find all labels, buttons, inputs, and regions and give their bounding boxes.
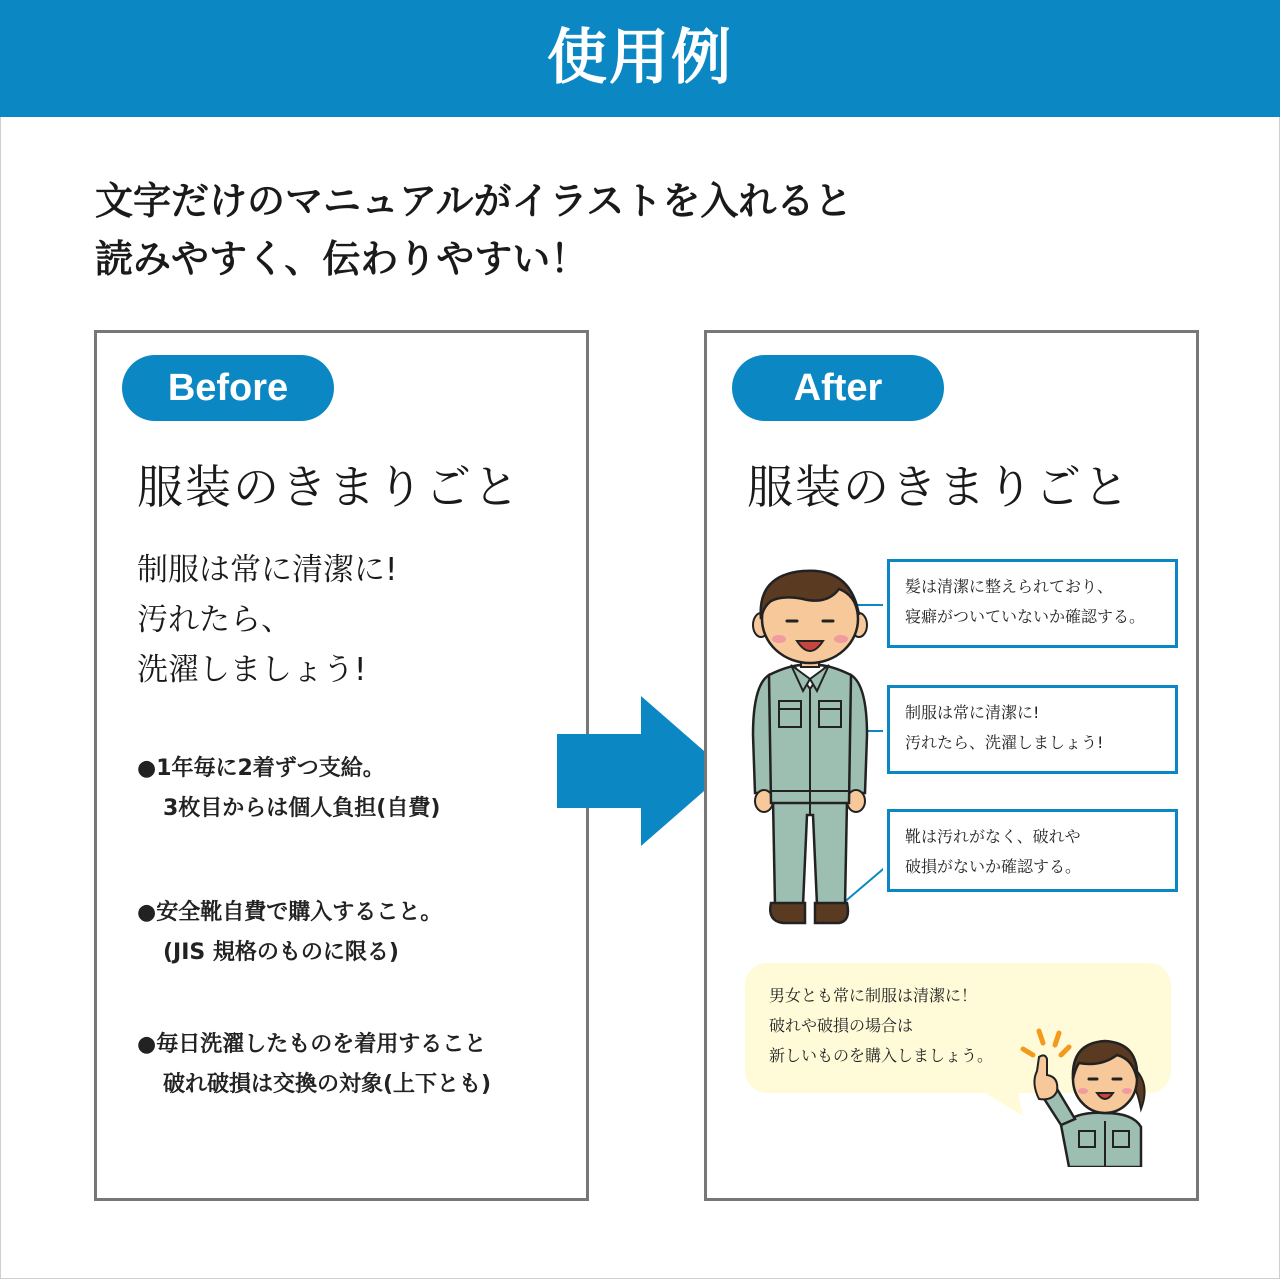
callout-line: 汚れたら、洗濯しましょう! bbox=[905, 733, 1104, 752]
before-lead-line: 汚れたら、 bbox=[137, 602, 292, 638]
rule-line: ●毎日洗濯したものを着用すること bbox=[137, 1032, 487, 1057]
header-banner bbox=[0, 0, 1280, 117]
arrow-right-icon bbox=[557, 696, 727, 846]
rule-line: 破れ破損は交換の対象(上下とも) bbox=[163, 1072, 492, 1097]
callout-line: 髪は清潔に整えられており、 bbox=[905, 577, 1114, 596]
intro-text bbox=[95, 172, 852, 288]
after-title: 服装のきまりごと bbox=[747, 460, 1131, 514]
after-panel bbox=[704, 330, 1199, 1201]
before-lead-line: 洗濯しましょう! bbox=[137, 652, 367, 688]
rule-line: ●安全靴自費で購入すること。 bbox=[137, 900, 443, 925]
bubble-text bbox=[769, 981, 993, 1071]
male-worker-illustration bbox=[743, 565, 883, 933]
callout-uniform bbox=[887, 685, 1178, 774]
before-title: 服装のきまりごと bbox=[137, 460, 521, 514]
before-badge: Before bbox=[122, 355, 334, 421]
female-worker-illustration bbox=[1017, 1027, 1155, 1167]
before-rule bbox=[137, 893, 442, 973]
before-lead-line: 制服は常に清潔に! bbox=[137, 552, 398, 588]
before-panel bbox=[94, 330, 589, 1201]
intro-line-1: 文字だけのマニュアルがイラストを入れると bbox=[95, 179, 853, 223]
callout-shoes bbox=[887, 809, 1178, 892]
callout-line: 破損がないか確認する。 bbox=[905, 857, 1082, 876]
rule-line: 3枚目からは個人負担(自費) bbox=[163, 796, 441, 821]
before-rule bbox=[137, 749, 440, 829]
callout-line: 制服は常に清潔に! bbox=[905, 703, 1040, 722]
bubble-line: 男女とも常に制服は清潔に！ bbox=[769, 986, 978, 1005]
page-title: 使用例 bbox=[547, 23, 733, 93]
rule-line: ●1年毎に2着ずつ支給。 bbox=[137, 756, 385, 781]
bubble-line: 破れや破損の場合は bbox=[769, 1016, 914, 1035]
before-lead bbox=[137, 545, 397, 695]
callout-hair bbox=[887, 559, 1178, 648]
bubble-line: 新しいものを購入しましょう。 bbox=[769, 1046, 994, 1065]
rule-line: (JIS 規格のものに限る) bbox=[163, 940, 399, 965]
after-badge: After bbox=[732, 355, 944, 421]
callout-line: 靴は汚れがなく、破れや bbox=[905, 827, 1081, 846]
callout-line: 寝癖がついていないか確認する。 bbox=[905, 607, 1146, 626]
intro-line-2: 読みやすく、伝わりやすい！ bbox=[95, 237, 589, 281]
before-rule bbox=[137, 1025, 491, 1105]
